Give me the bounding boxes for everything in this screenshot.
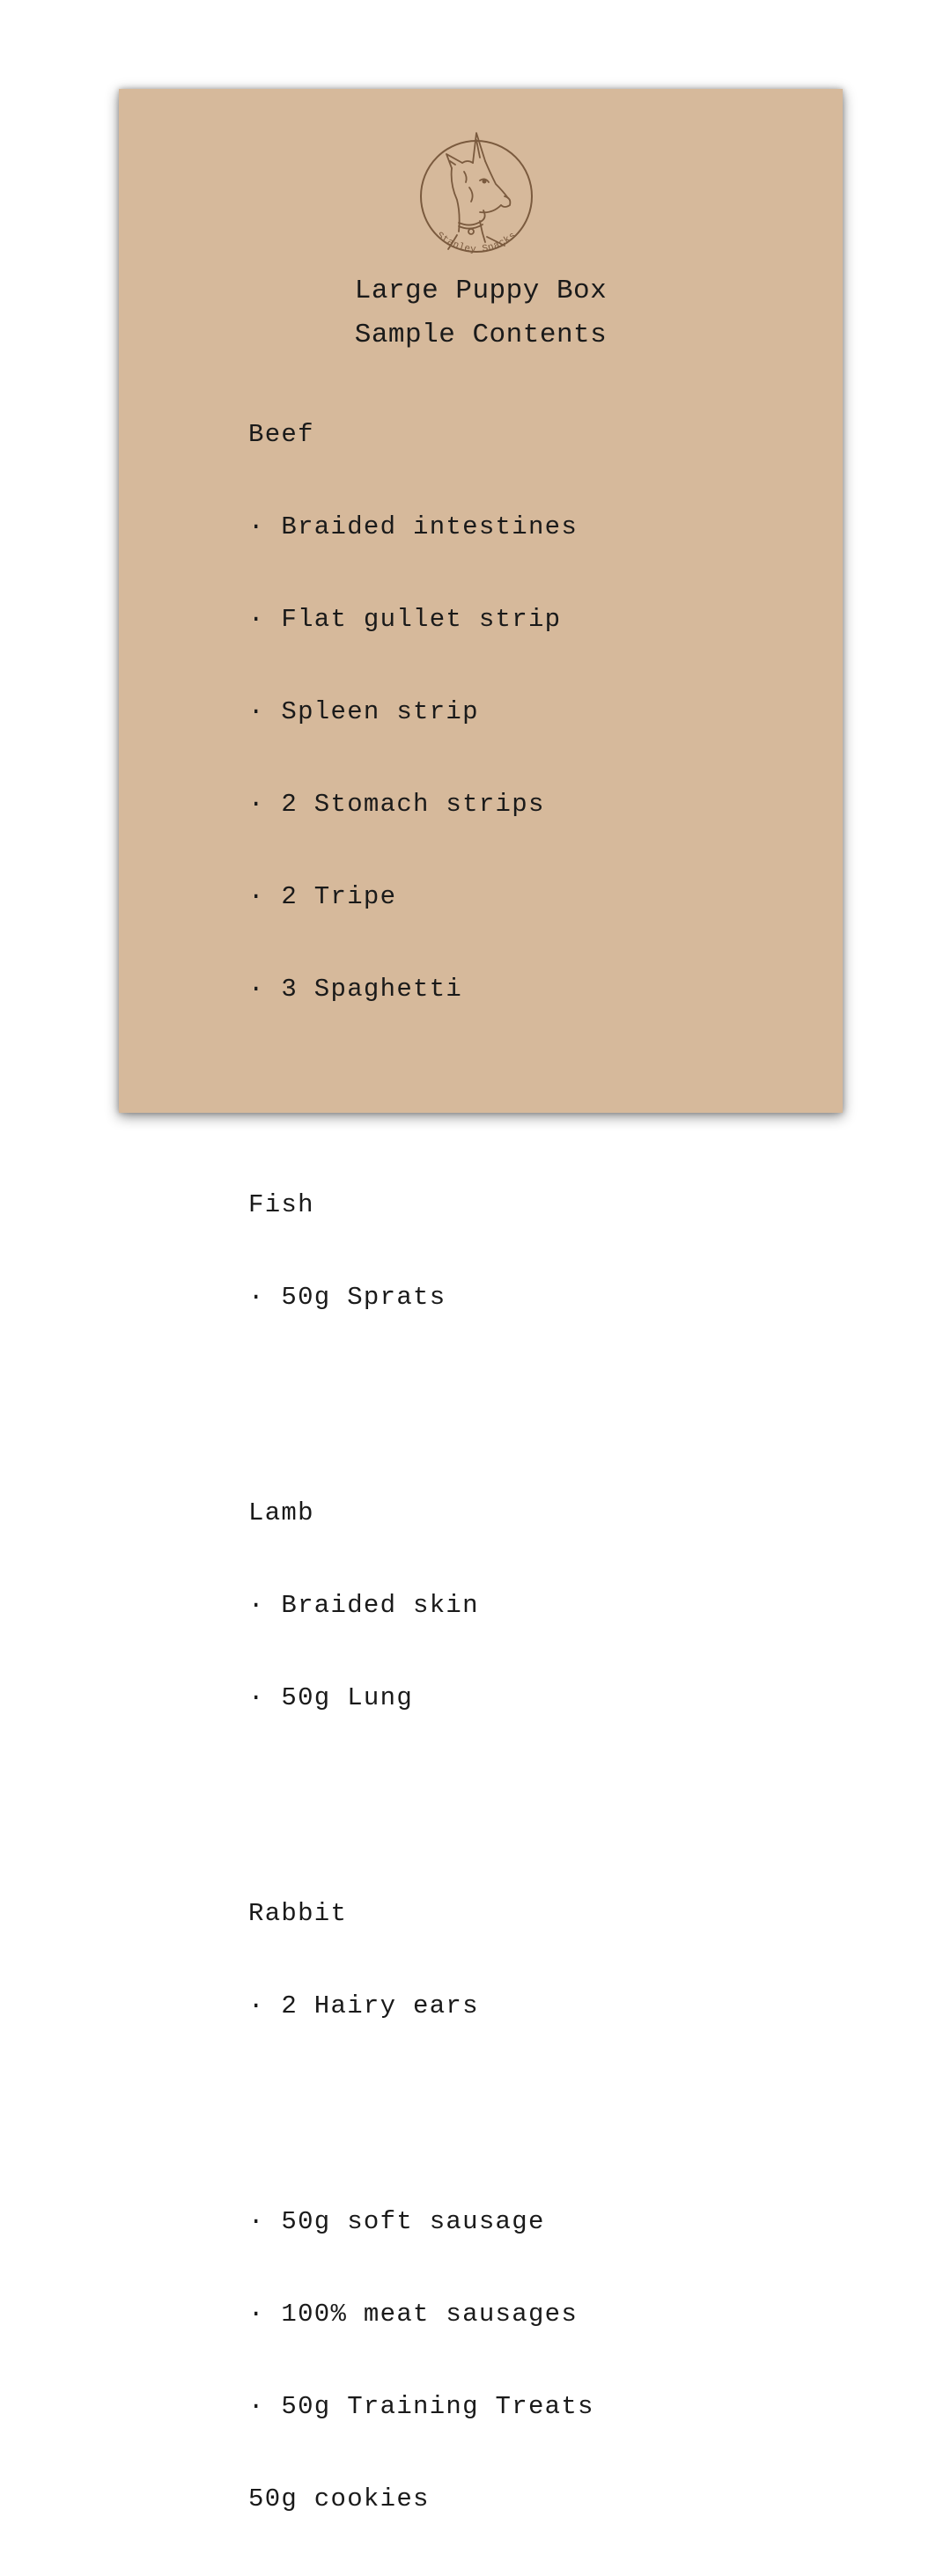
spacer xyxy=(248,1775,594,1806)
list-item: · Flat gullet strip xyxy=(248,605,562,634)
section-heading-rabbit: Rabbit xyxy=(248,1899,348,1928)
list-item: · Braided skin xyxy=(248,1591,479,1620)
list-item: · 50g Lung xyxy=(248,1683,414,1712)
stanley-snacks-logo xyxy=(417,129,536,270)
list-item: · 3 Spaghetti xyxy=(248,975,463,1004)
box-subtitle: Sample Contents xyxy=(354,320,608,350)
spacer xyxy=(248,1066,594,1097)
list-item: · Braided intestines xyxy=(248,512,579,541)
spacer xyxy=(248,2083,594,2114)
brand-name-text: Stanley Snacks xyxy=(434,230,519,256)
list-item: · Spleen strip xyxy=(248,697,479,726)
list-item: · 2 Hairy ears xyxy=(248,1991,479,2020)
contents-list xyxy=(248,357,594,2576)
list-item: · 2 Tripe xyxy=(248,882,397,911)
box-title: Large Puppy Box xyxy=(354,276,608,306)
list-item: · 2 Stomach strips xyxy=(248,790,545,819)
section-heading-lamb: Lamb xyxy=(248,1498,314,1527)
extra-item: 50g cookies xyxy=(248,2484,430,2513)
extra-item: · 50g soft sausage xyxy=(248,2207,545,2236)
contents-card xyxy=(119,89,843,2513)
extra-item: · 100% meat sausages xyxy=(248,2300,579,2329)
spacer xyxy=(248,1374,594,1405)
dog-portrait-icon xyxy=(446,133,510,249)
section-heading-beef: Beef xyxy=(248,420,314,449)
extra-item: · 50g Training Treats xyxy=(248,2392,594,2421)
list-item: · 50g Sprats xyxy=(248,1283,446,1312)
section-heading-fish: Fish xyxy=(248,1190,314,1219)
